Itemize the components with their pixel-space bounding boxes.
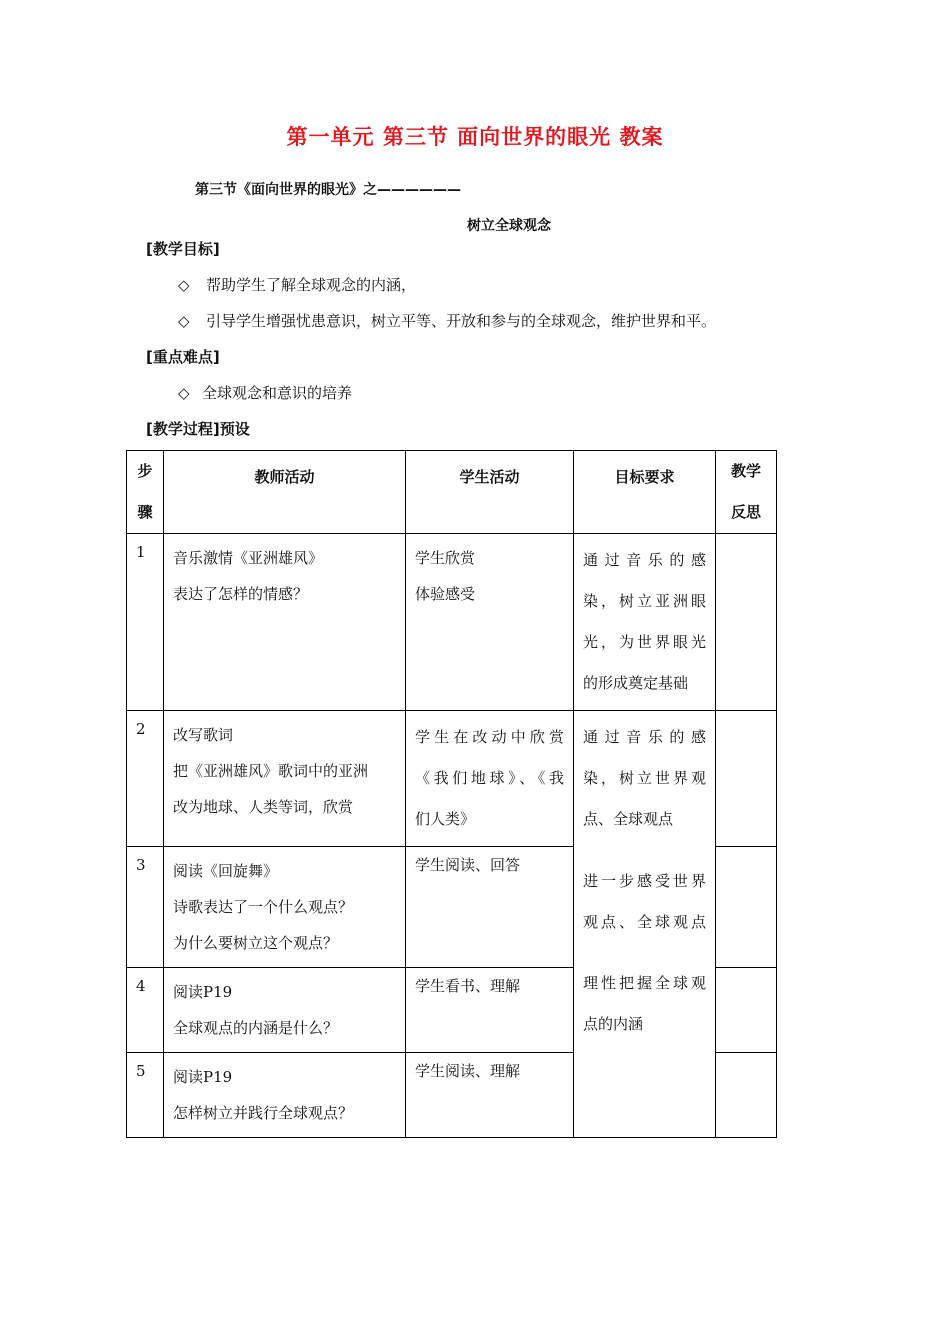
diamond-bullet-icon: ◇: [178, 276, 190, 294]
student-activity: 学生在改动中欣赏 《我们地球》、《我 们人类》: [406, 711, 574, 847]
goal-requirement: 通过音乐的感 染，树立亚洲眼 光，为世界眼光 的形成奠定基础: [574, 534, 716, 711]
key-heading: [重点难点]: [146, 348, 220, 366]
step-number: 3: [127, 847, 164, 968]
goals-heading: [教学目标]: [146, 240, 220, 258]
step-number: 2: [127, 711, 164, 847]
student-activity: 学生欣赏 体验感受: [406, 534, 574, 711]
teacher-activity: 阅读P19 怎样树立并践行全球观点？: [164, 1053, 406, 1138]
student-activity: 学生阅读、理解: [406, 1053, 574, 1138]
key-text: 全球观念和意识的培养: [202, 384, 353, 402]
table-row: [127, 847, 777, 968]
reflection-cell: [716, 968, 777, 1053]
header-teacher: 教师活动: [164, 451, 406, 534]
reflection-cell: [716, 1053, 777, 1138]
teacher-activity: 阅读P19 全球观点的内涵是什么？: [164, 968, 406, 1053]
document-title: 第一单元 第三节 面向世界的眼光 教案: [286, 125, 664, 149]
student-activity: 学生阅读、回答: [406, 847, 574, 968]
teacher-activity: 改写歌词 把《亚洲雄风》歌词中的亚洲 改为地球、人类等词，欣赏: [164, 711, 406, 847]
process-heading: [教学过程]预设: [146, 420, 250, 438]
table-row: [127, 711, 777, 847]
diamond-bullet-icon: ◇: [178, 384, 190, 402]
key-item: [178, 382, 352, 403]
goal-requirement-merged: 进一步感受世界 观点、全球观点 理性把握全球观 点的内涵: [574, 847, 716, 1138]
goal-item: [178, 310, 716, 331]
diamond-bullet-icon: ◇: [178, 312, 190, 330]
goal-text: 帮助学生了解全球观念的内涵，: [206, 276, 417, 294]
reflection-cell: [716, 847, 777, 968]
step-number: 1: [127, 534, 164, 711]
teacher-activity: 阅读《回旋舞》 诗歌表达了一个什么观点？ 为什么要树立这个观点？: [164, 847, 406, 968]
table-row: [127, 534, 777, 711]
lesson-subtitle: 第三节《面向世界的眼光》之——————: [195, 182, 461, 198]
header-step: 步 骤: [127, 451, 164, 534]
step-number: 5: [127, 1053, 164, 1138]
header-goal: 目标要求: [574, 451, 716, 534]
goal-text: 引导学生增强忧患意识，树立平等、开放和参与的全球观念，维护世界和平。: [206, 312, 717, 330]
goal-item: [178, 274, 416, 295]
lesson-plan-table: [126, 450, 777, 1138]
header-reflect: 教学 反思: [716, 451, 777, 534]
step-number: 4: [127, 968, 164, 1053]
reflection-cell: [716, 534, 777, 711]
table-header-row: [127, 451, 777, 534]
student-activity: 学生看书、理解: [406, 968, 574, 1053]
reflection-cell: [716, 711, 777, 847]
goal-requirement: 通过音乐的感 染，树立世界观 点、全球观点: [574, 711, 716, 847]
lesson-theme: 树立全球观念: [467, 218, 551, 234]
header-student: 学生活动: [406, 451, 574, 534]
teacher-activity: 音乐激情《亚洲雄风》 表达了怎样的情感？: [164, 534, 406, 711]
